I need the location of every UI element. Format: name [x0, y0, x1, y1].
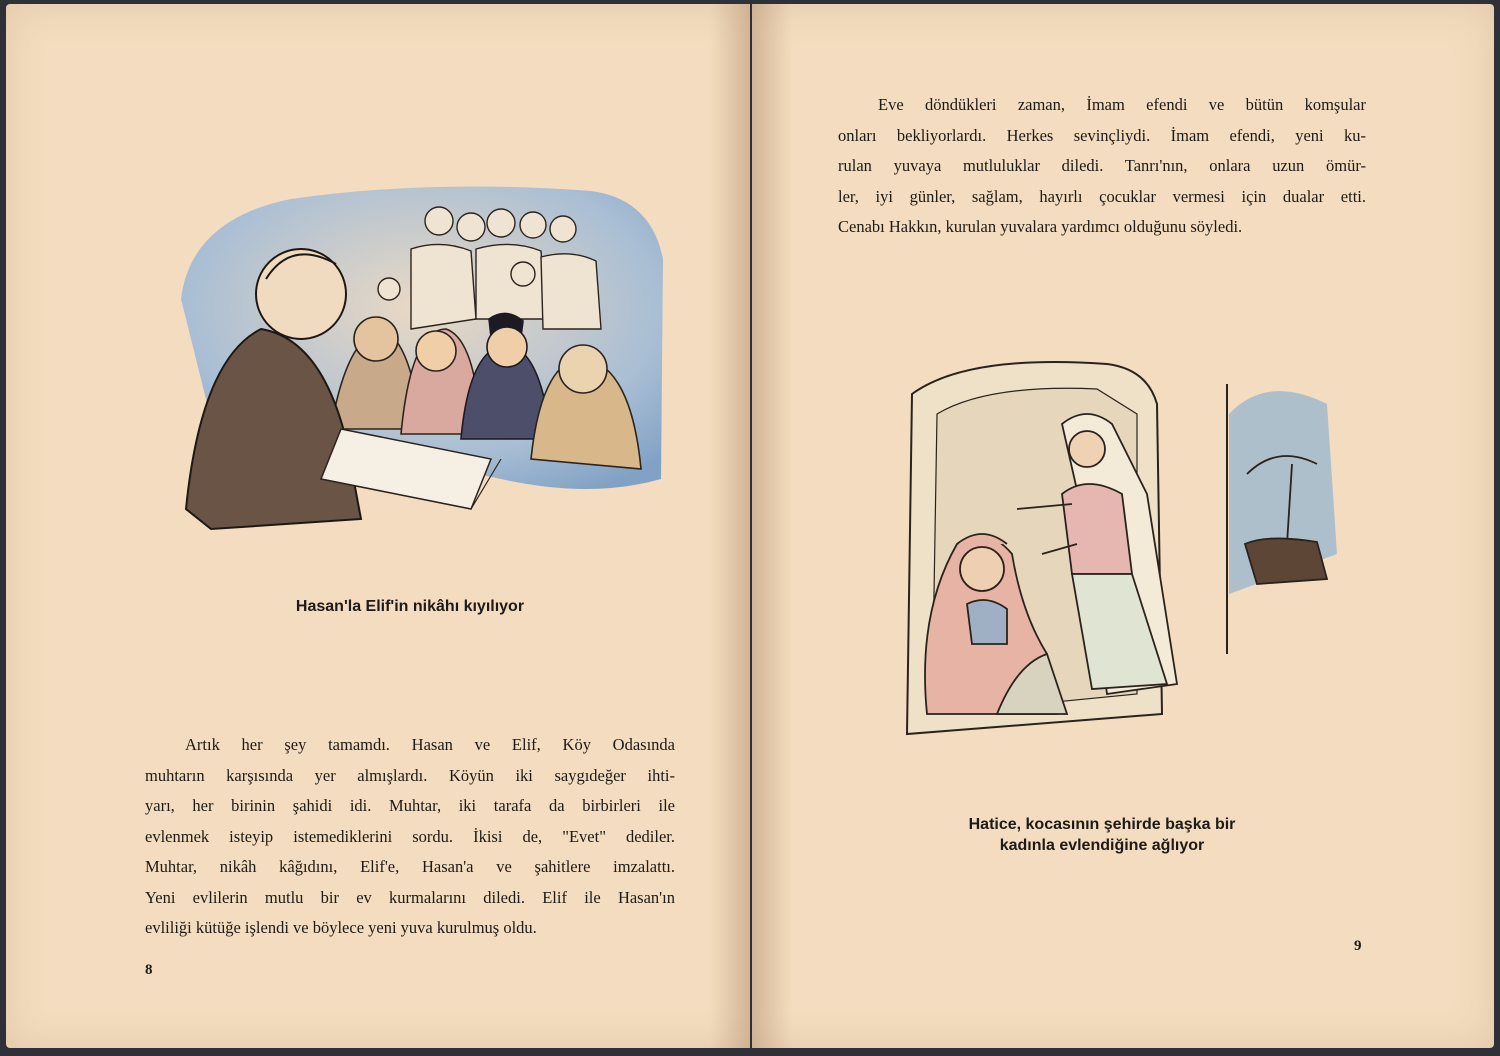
text-line: Cenabı Hakkın, kurulan yuvalara yardımcı olduğunu söyledi. [838, 217, 1243, 236]
text-line: Yeni evlilerin mutlu bir ev kurmalarını diledi. Elif ile Hasan'ın [145, 887, 675, 907]
left-paragraph [145, 730, 675, 944]
wedding-ceremony-illustration [171, 179, 671, 544]
page-number-left: 8 [145, 962, 153, 978]
text-line: onları bekliyorlardı. Herkes sevinçliydi. İmam efendi, yeni ku- [838, 125, 1366, 145]
text-line: Eve döndükleri zaman, İmam efendi ve bütün komşular [878, 95, 1366, 114]
caption-line: kadınla evlendiğine ağlıyor [999, 837, 1205, 854]
text-line: ler, iyi günler, sağlam, hayırlı çocuklar vermesi için dualar etti. [838, 186, 1366, 206]
text-line: evlenmek isteyip istemediklerini sordu. İkisi de, "Evet" dediler. [145, 826, 675, 846]
weeping-woman-illustration [847, 354, 1347, 754]
text-line: yarı, her birinin şahidi idi. Muhtar, iki tarafa da birbirleri ile [145, 796, 675, 815]
text-line: rulan yuvaya mutluluklar diledi. Tanrı'nın, onlara uzun ömür- [838, 156, 1366, 175]
right-paragraph [838, 90, 1366, 243]
text-line: Muhtar, nikâh kâğıdını, Elif'e, Hasan'a ve şahitlere imzalattı. [145, 857, 675, 876]
text-line: muhtarın karşısında yer almışlardı. Köyün iki saygıdeğer ihti- [145, 765, 675, 785]
text-line: evliliği kütüğe işlendi ve böylece yeni yuva kurulmuş oldu. [145, 918, 537, 937]
right-page [752, 4, 1494, 1048]
left-page [6, 4, 750, 1048]
text-line: Artık her şey tamamdı. Hasan ve Elif, Köy Odasında [185, 735, 675, 754]
left-illustration-caption: Hasan'la Elif'in nikâhı kıyılıyor [295, 598, 525, 615]
caption-line: Hatice, kocasının şehirde başka bir [968, 816, 1236, 833]
page-number-right: 9 [1354, 938, 1362, 954]
right-illustration-caption [902, 814, 1302, 856]
